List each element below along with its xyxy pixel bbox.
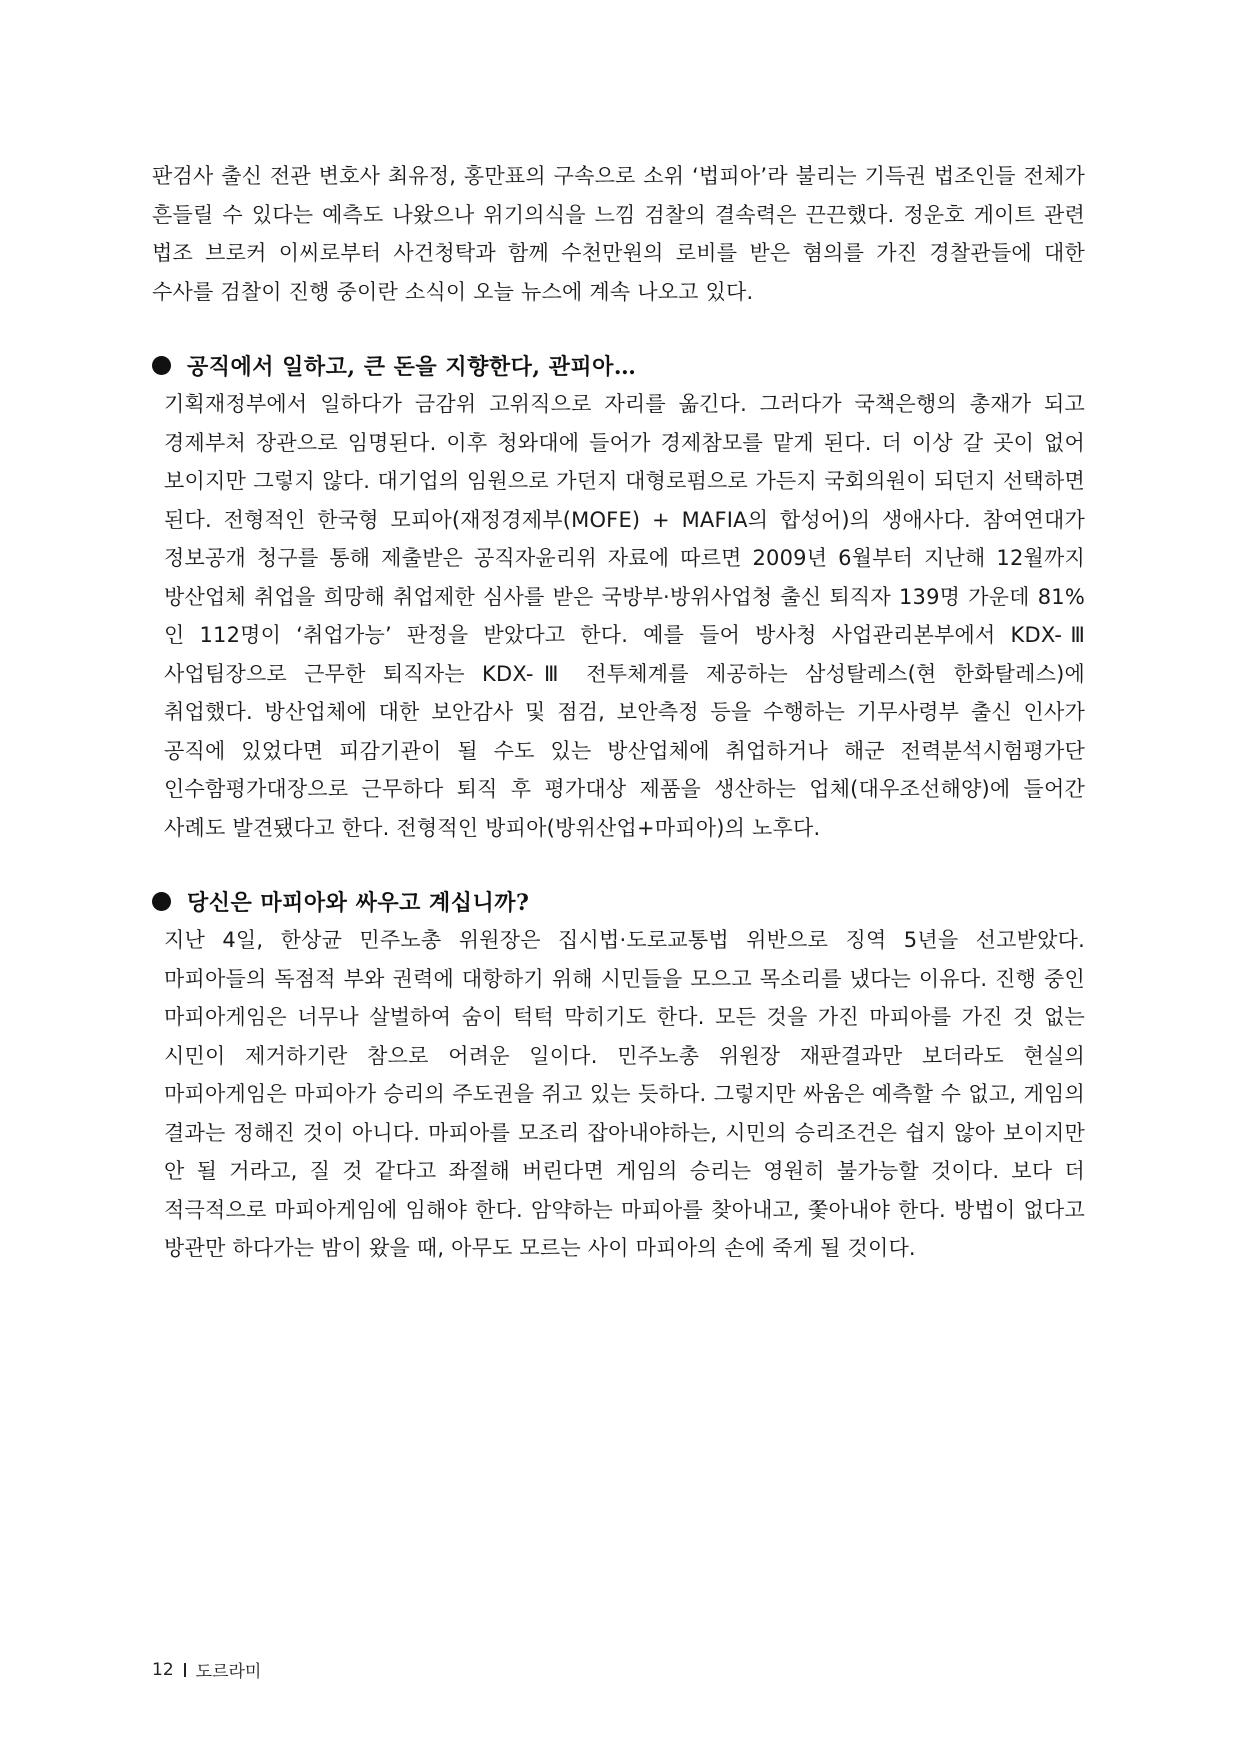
- page-number: 12: [152, 1659, 174, 1680]
- page-footer: [152, 1657, 261, 1682]
- section-paragraph: 지난 4일, 한상균 민주노총 위원장은 집시법·도로교통법 위반으로 징역 5년을 선고받았다. 마피아들의 독점적 부와 권력에 대항하기 위해 시민들을 모으고 목소리를 냈다는 이유다. 진행 중인 마피아게임은 너무나 살벌하여 숨이 턱턱 막히기도 한다. 모든 것을 가진 마피아를 가진 것 없는 시민이 제거하기란 참으로 어려운 일이다. 민주노총 위원장 재판결과만 보더라도 현실의 마피아게임은 마피아가 승리의 주도권을 쥐고 있는 듯하다. 그렇지만 싸움은 예측할 수 없고, 게임의 결과는 정해진 것이 아니다. 마피아를 모조리 잡아내야하는, 시민의 승리조건은 쉽지 않아 보이지만 안 될 거라고, 질 것 같다고 좌절해 버린다면 게임의 승리는 영원히 불가능할 것이다. 보다 더 적극적으로 마피아게임에 임해야 한다. 암약하는 마피아를 찾아내고, 쫓아내야 한다. 방법이 없다고 방관만 하다가는 밤이 왔을 때, 아무도 모르는 사이 마피아의 손에 죽게 될 것이다.: [164, 928, 1085, 1260]
- section-heading-text: 당신은 마피아와 싸우고 계십니까?: [187, 889, 530, 916]
- article-body: [152, 157, 1085, 1268]
- publication-name: 도르라미: [195, 1662, 262, 1682]
- bullet-circle-icon: [152, 356, 171, 375]
- section-paragraph: 기획재정부에서 일하다가 금감위 고위직으로 자리를 옮긴다. 그러다가 국책은행의 총재가 되고 경제부처 장관으로 임명된다. 이후 청와대에 들어가 경제참모를 맡게 된다. 더 이상 갈 곳이 없어 보이지만 그렇지 않다. 대기업의 임원으로 가던지 대형로펌으로 가든지 국회의원이 되던지 선택하면 된다. 전형적인 한국형 모피아(재정경제부(MOFE) + MAFIA의 합성어)의 생애사다. 참여연대가 정보공개 청구를 통해 제출받은 공직자윤리위 자료에 따르면 2009년 6월부터 지난해 12월까지 방산업체 취업을 희망해 취업제한 심사를 받은 국방부·방위사업청 출신 퇴직자 139명 가운데 81%인 112명이 ‘취업가능’ 판정을 받았다고 한다. 예를 들어 방사청 사업관리본부에서 KDX-Ⅲ 사업팀장으로 근무한 퇴직자는 KDX-Ⅲ 전투체계를 제공하는 삼성탈레스(현 한화탈레스)에 취업했다. 방산업체에 대한 보안감사 및 점검, 보안측정 등을 수행하는 기무사령부 출신 인사가 공직에 있었다면 피감기관이 될 수도 있는 방산업체에 취업하거나 해군 전력분석시험평가단 인수함평가대장으로 근무하다 퇴직 후 평가대상 제품을 생산하는 업체(대우조선해양)에 들어간 사례도 발견됐다고 한다. 전형적인 방피아(방위산업+마피아)의 노후다.: [164, 392, 1085, 840]
- intro-paragraph: 판검사 출신 전관 변호사 최유정, 홍만표의 구속으로 소위 ‘법피아’라 불리는 기득권 법조인들 전체가 흔들릴 수 있다는 예측도 나왔으나 위기의식을 느낌 검찰의 결속력은 끈끈했다. 정운호 게이트 관련 법조 브로커 이씨로부터 사건청탁과 함께 수천만원의 로비를 받은 혐의를 가진 경찰관들에 대한 수사를 검찰이 진행 중이란 소식이 오늘 뉴스에 계속 나오고 있다.: [152, 164, 1085, 304]
- section-heading: [152, 881, 1085, 921]
- section-mafia-game: [152, 881, 1085, 1268]
- section-heading: [152, 345, 1085, 385]
- section-gwanpia: [152, 345, 1085, 847]
- footer-separator: [184, 1663, 186, 1677]
- bullet-circle-icon: [152, 892, 171, 911]
- section-heading-text: 공직에서 일하고, 큰 돈을 지향한다, 관피아…: [187, 353, 637, 380]
